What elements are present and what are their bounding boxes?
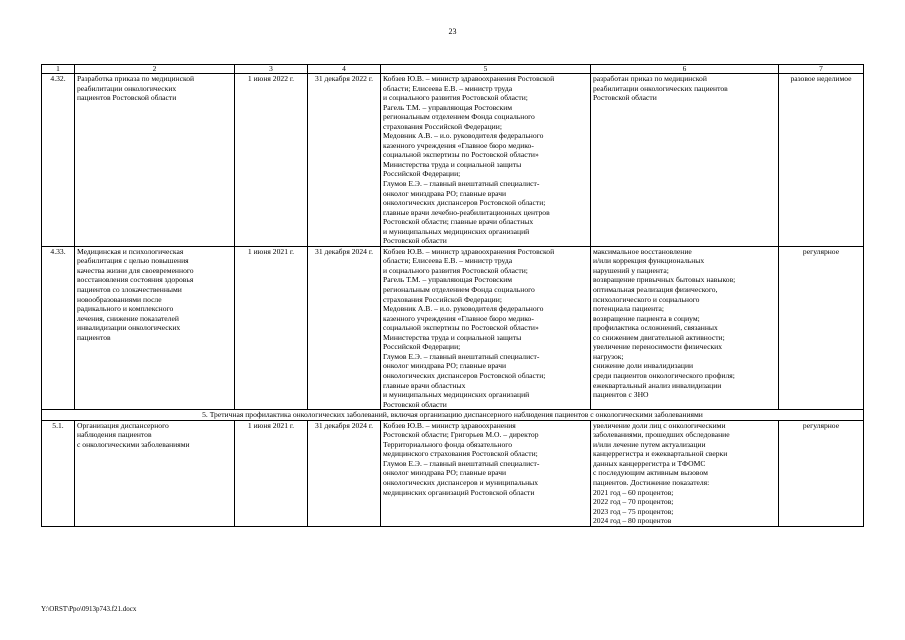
end-date: 31 декабря 2022 г. [308, 74, 381, 247]
end-date: 31 декабря 2024 г. [308, 420, 381, 526]
responsible-persons: Кобзев Ю.В. – министр здравоохранения Ростовской области; Елисеева Е.В. – министр труда и социального развития Ростовской области; Рагель Т.М. – управляющая Ростовским региональным отделением Фонда социального страхования Российской Федерации; Медовник А.В. – и.о. руководителя федерального казенного учреждения «Главное бюро медико- социальной экспертизы по Ростовской области» Министерства труда и социальной защиты Российской Федерации; Глумов Е.Э. – главный внештатный специалист- онколог минздрава РО; главные врачи онкологических диспансеров Ростовской области; главные врачи лечебно-реабилитационных центров Ростовской области; главные врачи областных и муниципальных медицинских организаций Ростовской области [381, 74, 591, 247]
col-5-header: 5 [381, 65, 591, 74]
table-row [42, 246, 864, 409]
col-1-header: 1 [42, 65, 75, 74]
measure-name: Разработка приказа по медицинской реабилитации онкологических пациентов Ростовской области [75, 74, 235, 247]
row-number: 4.33. [42, 246, 75, 409]
document-file-path: Y:\ORST\Ppo\0913p743.f21.docx [41, 605, 137, 613]
start-date: 1 июня 2021 г. [235, 420, 308, 526]
page-number: 23 [448, 27, 457, 36]
end-date: 31 декабря 2024 г. [308, 246, 381, 409]
measure-name: Медицинская и психологическая реабилитация с целью повышения качества жизни для своевременного восстановления состояния здоровья пациентов со злокачественными новообразованиями после радикального и комплексного лечения, снижение показателей инвалидизации онкологических пациентов [75, 246, 235, 409]
col-3-header: 3 [235, 65, 308, 74]
responsible-persons: Кобзев Ю.В. – министр здравоохранения Ростовской области; Елисеева Е.В. – министр труда и социального развития Ростовской области; Рагель Т.М. – управляющая Ростовским региональным отделением Фонда социального страхования Российской Федерации; Медовник А.В. – и.о. руководителя федерального казенного учреждения «Главное бюро медико- социальной экспертизы по Ростовской области» Министерства труда и социальной защиты Российской Федерации; Глумов Е.Э. – главный внештатный специалист- онколог минздрава РО; главные врачи онкологических диспансеров Ростовской области; главные врачи областных и муниципальных медицинских организаций Ростовской области [381, 246, 591, 409]
col-4-header: 4 [308, 65, 381, 74]
col-7-header: 7 [779, 65, 864, 74]
column-number-row [42, 65, 864, 74]
responsible-persons: Кобзев Ю.В. – министр здравоохранения Ростовской области; Григорьев М.О. – директор Территориального фонда обязательного медицинского страхования Ростовской области; Глумов Е.Э. – главный внештатный специалист- онколог минздрава РО; главные врачи онкологических диспансеров и муниципальных медицинских организаций Ростовской области [381, 420, 591, 526]
section-heading-row [42, 410, 864, 421]
col-2-header: 2 [75, 65, 235, 74]
expected-result: разработан приказ по медицинской реабилитации онкологических пациентов Ростовской области [591, 74, 779, 247]
expected-result: максимальное восстановление и/или коррекция функциональных нарушений у пациента; возвращение привычных бытовых навыков; оптимальная реализация физического, психологического и социального потенциала пациента; возвращение пациента в социум; профилактика осложнений, связанных со снижением двигательной активности; увеличение переносимости физических нагрузок; снижение доли инвалидизации среди пациентов онкологического профиля; ежеквартальный анализ инвалидизации пациентов с ЗНО [591, 246, 779, 409]
section-title: 5. Третичная профилактика онкологических заболеваний, включая организацию диспансерного наблюдения пациентов с онкологическими заболеваниями [42, 410, 864, 421]
table-row [42, 420, 864, 526]
col-6-header: 6 [591, 65, 779, 74]
start-date: 1 июня 2022 г. [235, 74, 308, 247]
measure-name: Организация диспансерного наблюдения пациентов с онкологическими заболеваниями [75, 420, 235, 526]
measure-frequency: регулярное [779, 420, 864, 526]
measure-frequency: разовое неделимое [779, 74, 864, 247]
action-plan-table [41, 64, 864, 527]
expected-result: увеличение доли лиц с онкологическими заболеваниями, прошедших обследование и/или лечение путем актуализации канцеррегистра и ежеквартальной сверки данных канцеррегистра и ТФОМС с последующим активным вызовом пациентов. Достижение показателя: 2021 год – 60 процентов; 2022 год – 70 процентов; 2023 год – 75 процентов; 2024 год – 80 процентов [591, 420, 779, 526]
table-row [42, 74, 864, 247]
row-number: 4.32. [42, 74, 75, 247]
row-number: 5.1. [42, 420, 75, 526]
start-date: 1 июня 2021 г. [235, 246, 308, 409]
measure-frequency: регулярное [779, 246, 864, 409]
